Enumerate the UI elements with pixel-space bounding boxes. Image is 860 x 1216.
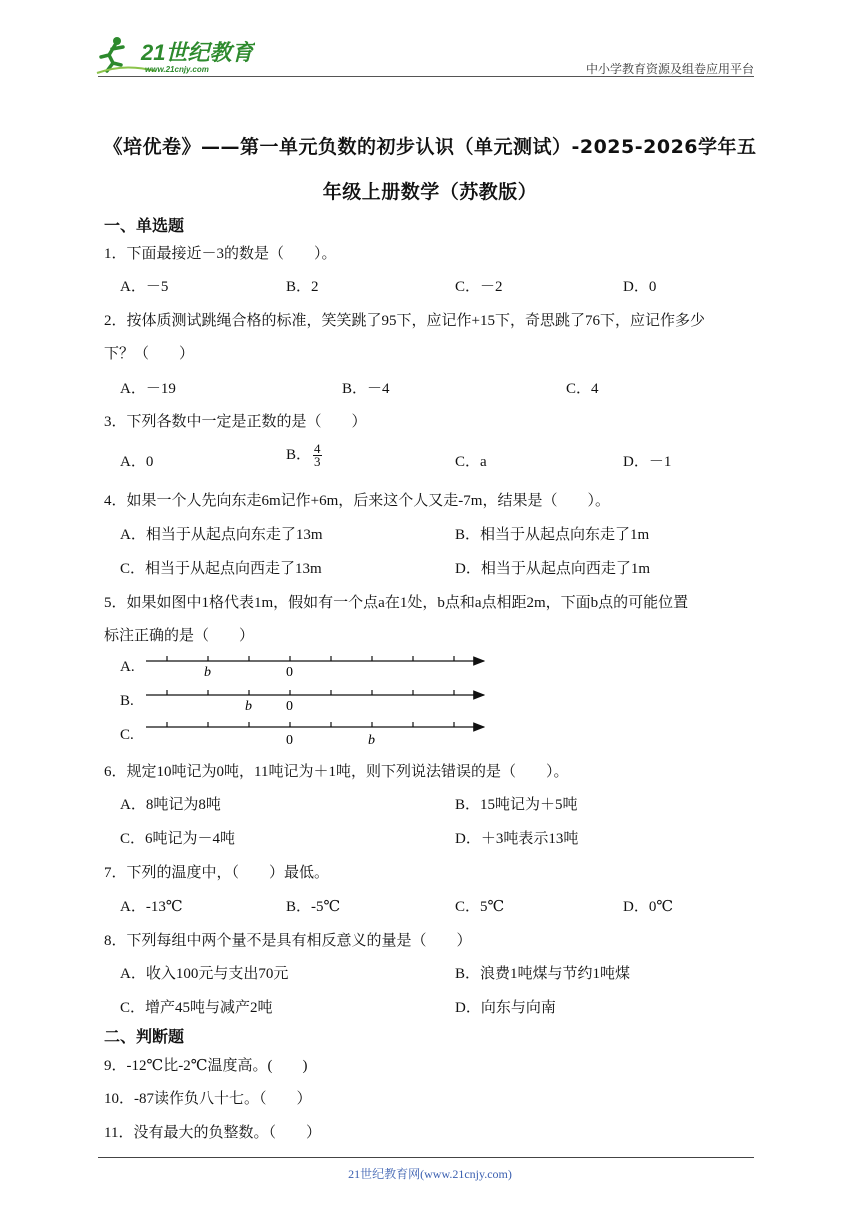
page-title-line2: 年级上册数学（苏教版） (322, 181, 538, 203)
question-1-option-a[interactable]: A．－5 (120, 279, 169, 295)
section-heading-single-choice: 一、单选题 (104, 216, 185, 235)
question-6-option-b[interactable]: B．15吨记为＋5吨 (455, 797, 578, 813)
brand-name: 21世纪教育 (141, 40, 254, 65)
question-8-option-a[interactable]: A．收入100元与支出70元 (120, 966, 289, 982)
question-8-option-b[interactable]: B．浪费1吨煤与节约1吨煤 (455, 966, 631, 982)
question-3-option-c[interactable]: C．a (455, 454, 487, 470)
number-lines-figure (140, 650, 500, 750)
number-line-b (146, 690, 484, 714)
brand-logo (95, 33, 255, 77)
question-4-option-d[interactable]: D．相当于从起点向西走了1m (455, 561, 651, 577)
question-4-option-c[interactable]: C．相当于从起点向西走了13m (120, 561, 322, 577)
question-1-option-c[interactable]: C．－2 (455, 279, 503, 295)
question-1-option-d[interactable]: D．0 (623, 279, 657, 295)
question-5-stem-line2: 标注正确的是（ ） (104, 628, 255, 644)
fraction-denominator: 3 (314, 454, 321, 470)
brand-url: www.21cnjy.com (145, 65, 209, 74)
question-9-stem: 9．-12℃比-2℃温度高。( ) (104, 1058, 308, 1074)
question-1-option-b[interactable]: B．2 (286, 279, 319, 295)
question-4-option-a[interactable]: A．相当于从起点向东走了13m (120, 527, 323, 543)
question-3-option-b-label: B． (286, 447, 312, 463)
question-2-option-a[interactable]: A．－19 (120, 381, 176, 397)
question-7-option-d[interactable]: D．0℃ (623, 899, 674, 915)
question-3-stem: 3．下列各数中一定是正数的是（ ） (104, 414, 367, 430)
question-5-option-b-label[interactable]: B. (120, 693, 134, 709)
question-10-stem: 10．-87读作负八十七。（ ） (104, 1091, 312, 1107)
footer-divider (98, 1157, 754, 1158)
question-11-stem: 11．没有最大的负整数。（ ） (104, 1125, 321, 1141)
question-2-option-b[interactable]: B．－4 (342, 381, 390, 397)
point-b-label: b (368, 733, 375, 748)
point-b-label: b (245, 699, 252, 714)
question-7-option-b[interactable]: B．-5℃ (286, 899, 341, 915)
origin-label: 0 (286, 665, 293, 680)
origin-label: 0 (286, 699, 293, 714)
question-4-option-b[interactable]: B．相当于从起点向东走了1m (455, 527, 650, 543)
question-6-option-d[interactable]: D．＋3吨表示13吨 (455, 831, 579, 847)
number-line-c (146, 722, 484, 748)
question-5-option-a-label[interactable]: A. (120, 659, 135, 675)
question-6-option-a[interactable]: A．8吨记为8吨 (120, 797, 221, 813)
fraction (313, 443, 322, 468)
question-3-option-a[interactable]: A．0 (120, 454, 154, 470)
page-title-line1: 《培优卷》——第一单元负数的初步认识（单元测试）-2025-2026学年五 (103, 136, 757, 158)
question-6-option-c[interactable]: C．6吨记为－4吨 (120, 831, 236, 847)
question-6-stem: 6．规定10吨记为0吨，11吨记为＋1吨，则下列说法错误的是（ ）。 (104, 764, 569, 780)
section-heading-judgement: 二、判断题 (104, 1027, 185, 1046)
question-4-stem: 4．如果一个人先向东走6m记作+6m，后来这个人又走-7m，结果是（ ）。 (104, 493, 610, 509)
question-2-stem-line1: 2．按体质测试跳绳合格的标准，笑笑跳了95下，应记作+15下，奇思跳了76下，应记作多少 (104, 313, 705, 329)
question-3-option-d[interactable]: D．－1 (623, 454, 672, 470)
platform-name: 中小学教育资源及组卷应用平台 (585, 62, 754, 76)
question-5-option-c-label[interactable]: C. (120, 727, 134, 743)
fraction-numerator: 4 (314, 441, 321, 457)
question-2-stem-line2: 下？（ ） (104, 346, 195, 362)
question-7-stem: 7．下列的温度中，（ ）最低。 (104, 865, 330, 881)
question-5-stem-line1: 5．如果如图中1格代表1m，假如有一个点a在1处，b点和a点相距2m，下面b点的可能位置 (104, 595, 689, 611)
question-7-option-c[interactable]: C．5℃ (455, 899, 505, 915)
question-8-stem: 8．下列每组中两个量不是具有相反意义的量是（ ） (104, 933, 472, 949)
header-divider (98, 76, 754, 77)
question-7-option-a[interactable]: A．-13℃ (120, 899, 183, 915)
question-8-option-d[interactable]: D．向东与向南 (455, 1000, 556, 1016)
origin-label: 0 (286, 733, 293, 748)
footer-link[interactable]: 21世纪教育网(www.21cnjy.com) (348, 1167, 512, 1181)
question-2-option-c[interactable]: C．4 (566, 381, 599, 397)
question-8-option-c[interactable]: C．增产45吨与减产2吨 (120, 1000, 273, 1016)
question-3-option-b[interactable] (286, 443, 322, 468)
point-b-label: b (204, 665, 211, 680)
question-1-stem: 1．下面最接近－3的数是（ ）。 (104, 246, 337, 262)
number-line-a (146, 656, 484, 680)
